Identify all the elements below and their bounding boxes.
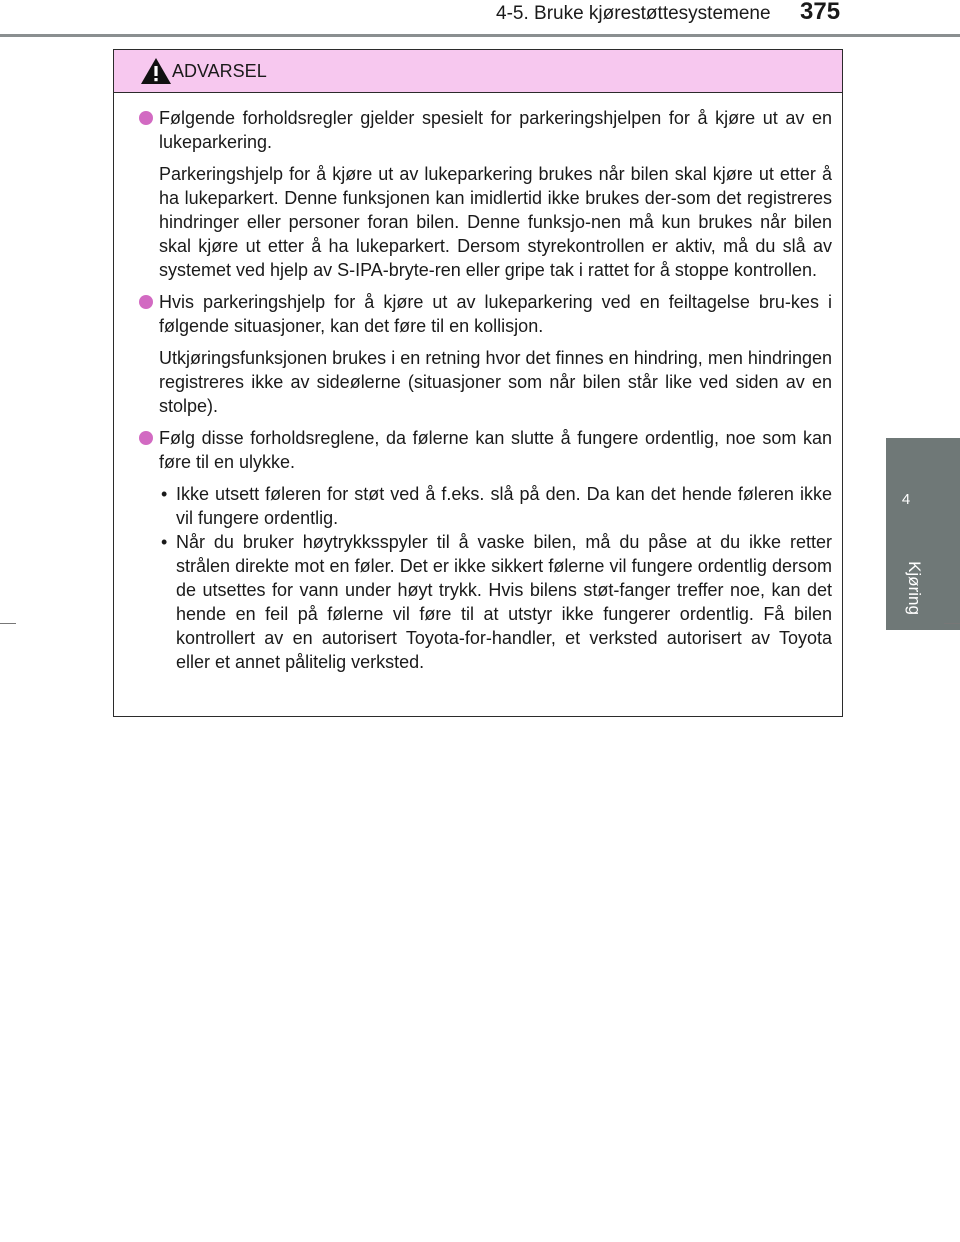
sublist-item-text: Når du bruker høytrykksspyler til å vaske bilen, må du påse at du ikke retter strålen direkte mot en føler. Det er ikke sikkert følerne vil fungere ordentlig dersom de utsettes for vann under høyt trykk. Hvis bilens støt-fanger treffer noe, kan det hende en feil på følerne vil føre til at utstyr ikke fungerer ordentlig. Få bilen kontrollert av en autorisert Toyota-for-handler, et verksted autorisert av Toyota eller et annet pålitelig verksted. bbox=[176, 532, 832, 672]
sublist-item bbox=[159, 482, 832, 530]
chapter-tab-number: 4 bbox=[901, 491, 911, 508]
detail-text: Utkjøringsfunksjonen brukes i en retning hvor det finnes en hindring, men hindringen registreres ikke av sideølerne (situasjoner som når bilen står like ved siden av en stolpe). bbox=[159, 348, 832, 416]
bullet-icon bbox=[139, 295, 153, 309]
warning-item-detail bbox=[139, 346, 832, 418]
warning-triangle-icon bbox=[140, 57, 172, 85]
warning-body bbox=[139, 106, 832, 674]
detail-text: Parkeringshjelp for å kjøre ut av lukeparkering brukes når bilen skal kjøre ut etter å ha lukeparkert. Denne funksjonen kan imidlertid ikke brukes der-som det registreres hindringer eller personer foran bilen. Denne funksjo-nen må kun brukes når bilen skal kjøre ut etter å ha lukeparkert. Dersom styrekontrollen er aktiv, må du slå av systemet ved hjelp av S-IPA-bryte-ren eller gripe tak i rattet for å stoppe kontrollen. bbox=[159, 164, 832, 280]
sub-bullet-icon: • bbox=[161, 484, 168, 504]
warning-item bbox=[139, 426, 832, 474]
crop-mark-left bbox=[0, 623, 16, 624]
warning-item-text: Følg disse forholdsreglene, da følerne kan slutte å fungere ordentlig, noe som kan føre til en ulykke. bbox=[159, 428, 832, 472]
sublist-item-text: Ikke utsett føleren for støt ved å f.eks. slå på den. Da kan det hende føleren ikke vil fungere ordentlig. bbox=[176, 484, 832, 528]
header-divider bbox=[0, 34, 960, 37]
warning-item bbox=[139, 106, 832, 154]
warning-header bbox=[114, 50, 842, 93]
bullet-icon bbox=[139, 431, 153, 445]
sublist-item bbox=[159, 530, 832, 674]
section-title: 4-5. Bruke kjørestøttesystemene bbox=[496, 3, 771, 24]
warning-item-detail bbox=[139, 162, 832, 282]
warning-box bbox=[113, 49, 843, 717]
warning-item bbox=[139, 290, 832, 338]
bullet-icon bbox=[139, 111, 153, 125]
crop-mark-right bbox=[944, 623, 960, 624]
warning-label: ADVARSEL bbox=[172, 61, 267, 81]
warning-item-text: Hvis parkeringshjelp for å kjøre ut av lukeparkering ved en feiltagelse bru-kes i følgende situasjoner, kan det føre til en kollisjon. bbox=[159, 292, 832, 336]
page-number: 375 bbox=[800, 0, 841, 25]
warning-sublist bbox=[139, 482, 832, 674]
sub-bullet-icon: • bbox=[161, 532, 168, 552]
warning-item-text: Følgende forholdsregler gjelder spesielt for parkeringshjelpen for å kjøre ut av en lukeparkering. bbox=[159, 108, 832, 152]
